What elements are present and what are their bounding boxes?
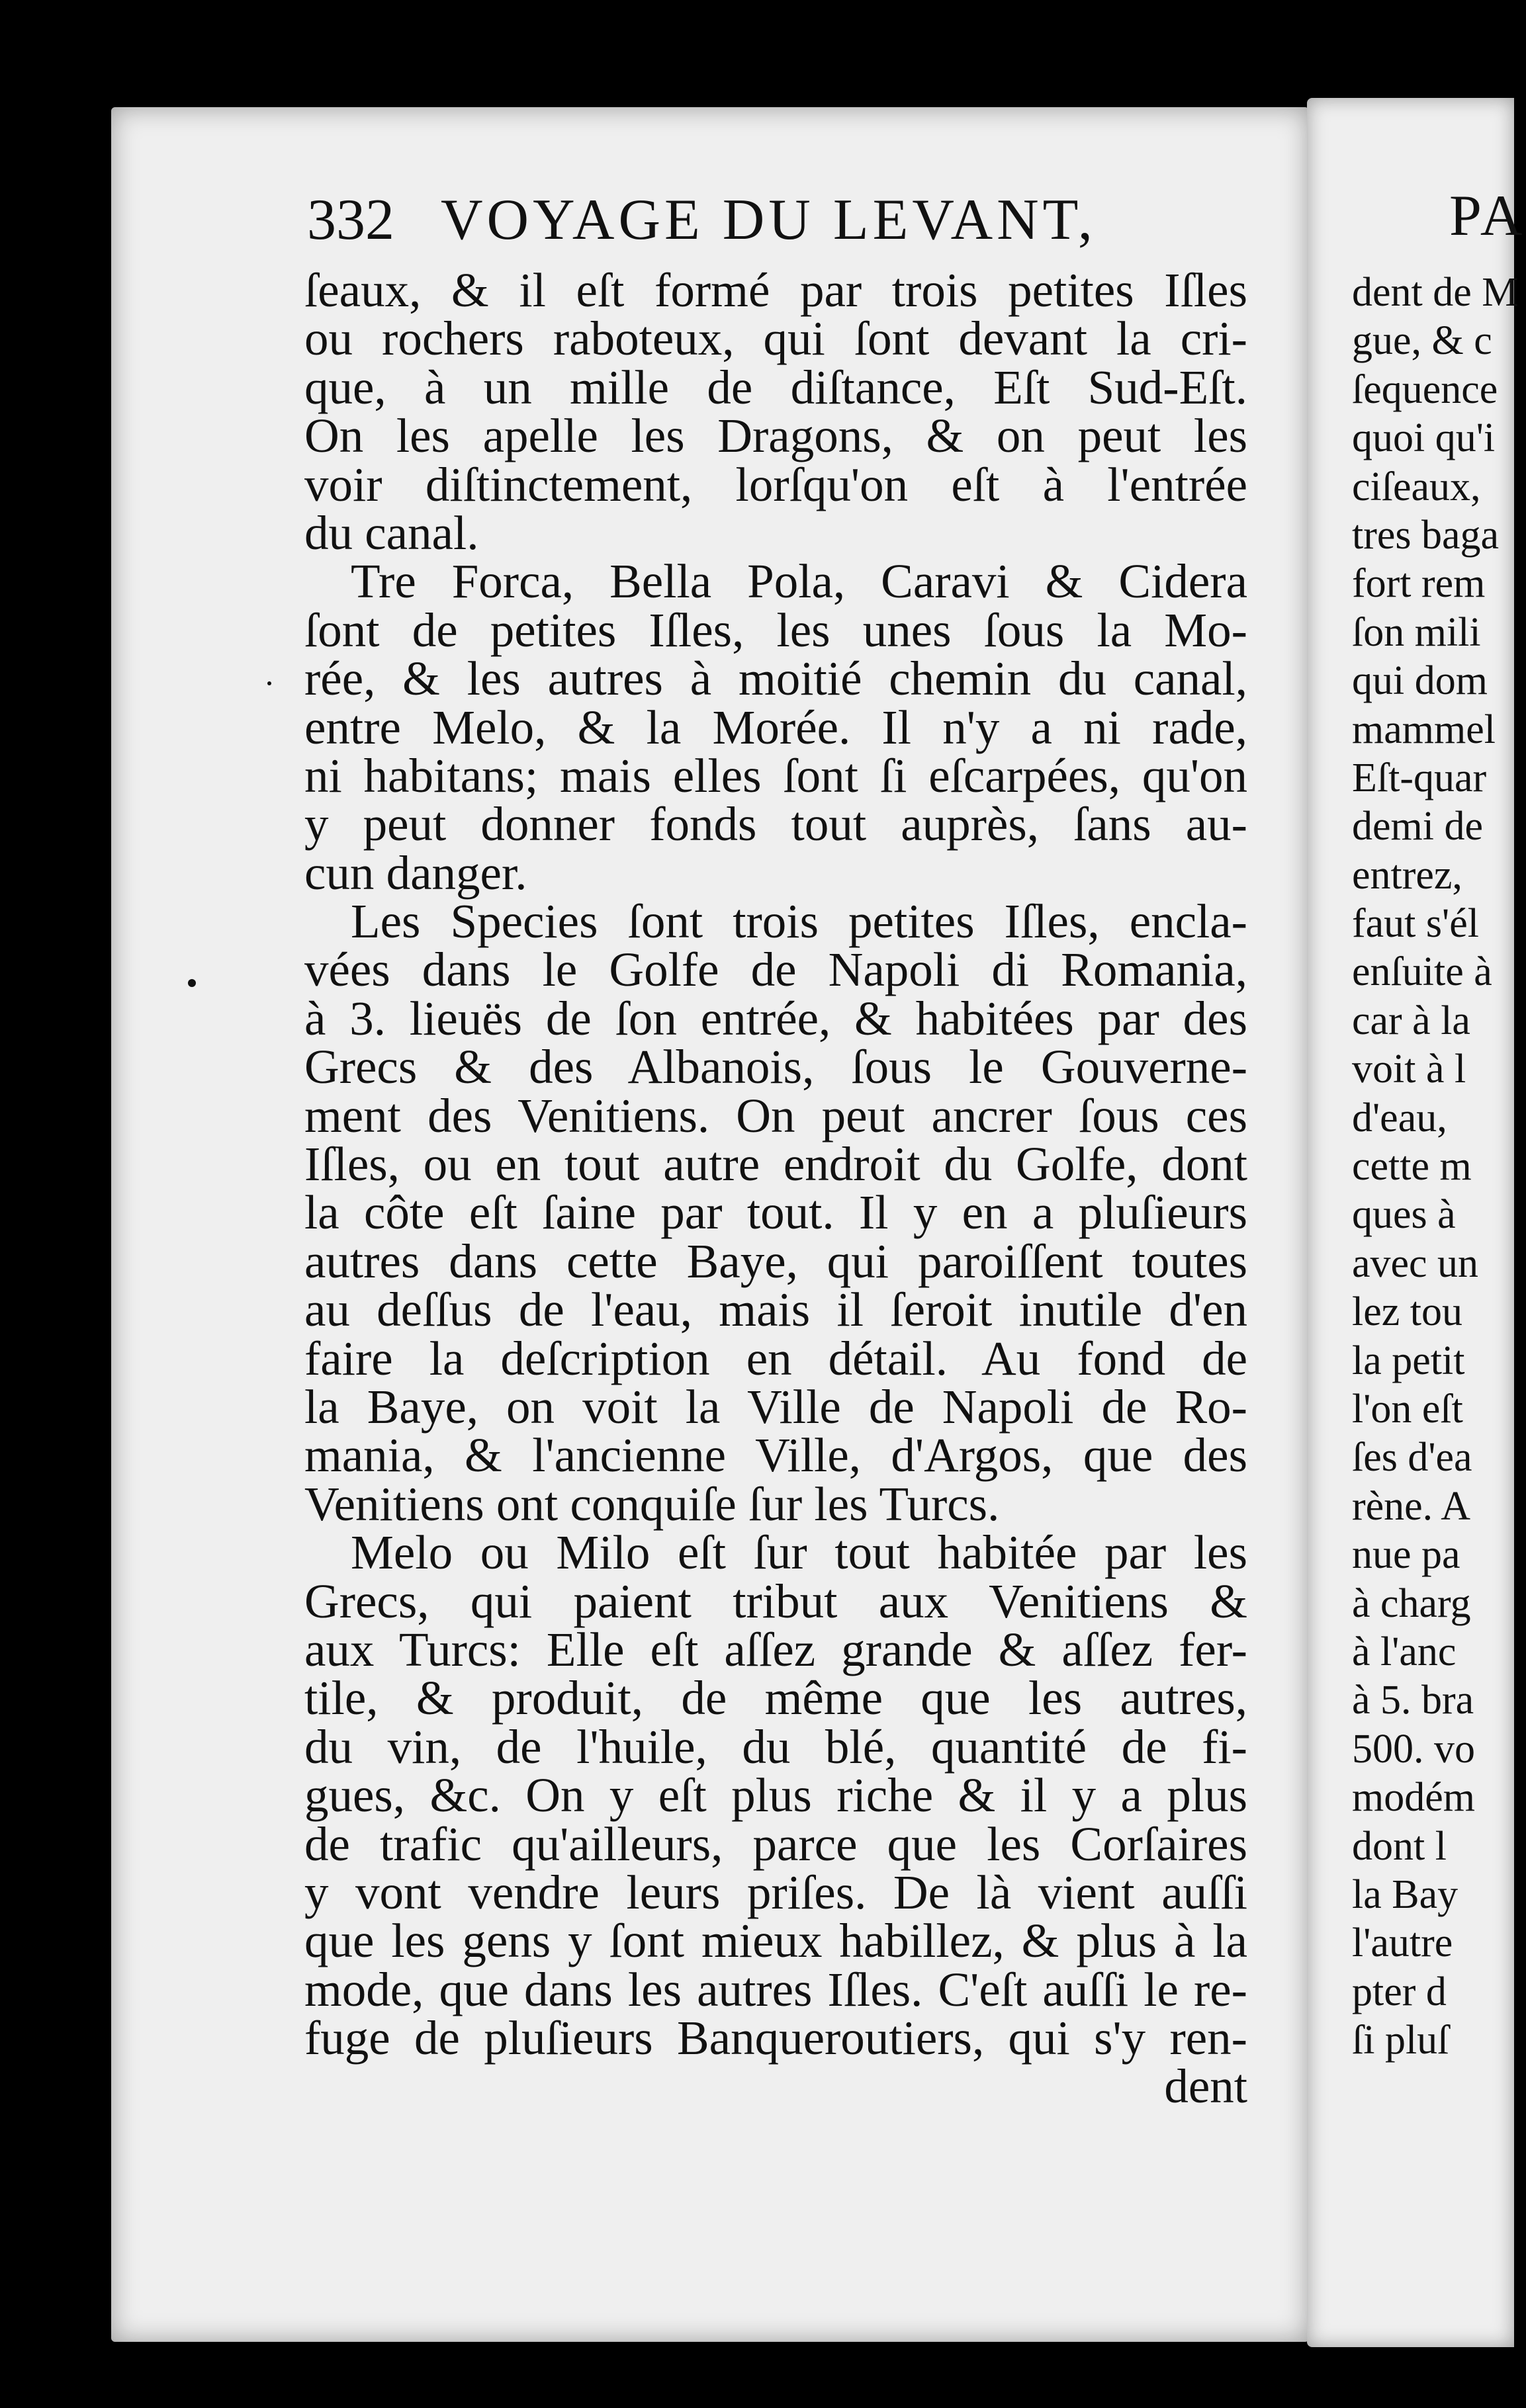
text-line: mania, & l'ancienne Ville, d'Argos, que des xyxy=(304,1428,1247,1483)
text-line: ques à xyxy=(1352,1192,1456,1238)
text-line: ni habitans; mais elles ſont ſi eſcarpées, qu'on xyxy=(304,748,1247,802)
text-line: rée, & les autres à moitié chemin du canal, xyxy=(304,652,1247,706)
text-line: la Bay xyxy=(1352,1871,1459,1917)
text-line: ou rochers raboteux, qui ſont devant la cri- xyxy=(304,312,1247,366)
text-line: autres dans cette Baye, qui paroiſſent toutes xyxy=(304,1234,1247,1288)
text-line: entrez, xyxy=(1352,852,1462,898)
text-line: On les apelle les Dragons, & on peut les xyxy=(304,409,1247,463)
text-line: ſi pluſ xyxy=(1352,2018,1449,2063)
text-line: mode, que dans les autres Iſles. C'eſt auſſi le re- xyxy=(304,1962,1247,2016)
right-running-header: PA xyxy=(1449,184,1526,248)
text-line: mammel xyxy=(1352,707,1496,752)
text-line: d'eau, xyxy=(1352,1095,1447,1140)
text-line: rène. A xyxy=(1352,1483,1471,1529)
text-line: ſont de petites Iſles, les unes ſous la Mo- xyxy=(304,603,1247,657)
text-line: vées dans le Golfe de Napoli di Romania, xyxy=(304,943,1247,997)
text-line: Iſles, ou en tout autre endroit du Golfe, dont xyxy=(304,1137,1247,1191)
text-line: Tre Forca, Bella Pola, Caravi & Cidera xyxy=(351,554,1247,609)
right-page-text xyxy=(1352,269,1518,2065)
text-line: à 5. bra xyxy=(1352,1678,1474,1723)
catchword: dent xyxy=(1164,2059,1247,2114)
text-line: ſeaux, & il eſt formé par trois petites Iſles xyxy=(304,263,1247,317)
text-line: aux Turcs: Elle eſt aſſez grande & aſſez fer- xyxy=(304,1622,1247,1676)
text-line: demi de xyxy=(1352,804,1483,849)
right-page xyxy=(1307,98,1526,2347)
text-line: du vin, de l'huile, du blé, quantité de fi- xyxy=(304,1719,1247,1774)
text-line: à l'anc xyxy=(1352,1629,1457,1674)
text-line: l'on eſt xyxy=(1352,1386,1463,1432)
text-line: pter d xyxy=(1352,1969,1447,2014)
page-text xyxy=(304,263,1247,2114)
text-line: modém xyxy=(1352,1775,1475,1821)
page-number: 332 xyxy=(307,188,394,252)
running-title: VOYAGE DU LEVANT, xyxy=(441,188,1097,252)
ink-speck xyxy=(267,681,271,685)
text-line: entre Melo, & la Morée. Il n'y a ni rade, xyxy=(304,700,1247,754)
text-line: la petit xyxy=(1352,1338,1465,1383)
text-line: tile, & produit, de même que les autres, xyxy=(304,1671,1247,1725)
text-line: avec un xyxy=(1352,1240,1479,1286)
text-line: Eſt-quar xyxy=(1352,755,1487,800)
text-line: ſes d'ea xyxy=(1352,1435,1472,1481)
text-line: ciſeaux, xyxy=(1352,464,1481,509)
text-line: à charg xyxy=(1352,1580,1471,1626)
text-line: voit à l xyxy=(1352,1047,1466,1092)
text-line: Grecs & des Albanois, ſous le Gouverne- xyxy=(304,1040,1247,1094)
text-line: y vont vendre leurs priſes. De là vient auſſi xyxy=(304,1865,1247,1919)
text-line: lez tou xyxy=(1352,1289,1462,1335)
text-line: 500. vo xyxy=(1352,1726,1475,1772)
text-line: Melo ou Milo eſt ſur tout habitée par les xyxy=(351,1526,1247,1580)
text-line: gue, & c xyxy=(1352,318,1492,364)
text-line: la côte eſt ſaine par tout. Il y en a pluſieurs xyxy=(304,1185,1247,1240)
text-line: de trafic qu'ailleurs, parce que les Corſaires xyxy=(304,1817,1247,1871)
text-line: cette m xyxy=(1352,1144,1472,1189)
text-line: car à la xyxy=(1352,998,1470,1043)
ink-speck xyxy=(188,979,196,987)
text-line: à 3. lieuës de ſon entrée, & habitées par des xyxy=(304,991,1247,1045)
text-line: quoi qu'i xyxy=(1352,415,1496,461)
left-page xyxy=(111,107,1309,2342)
text-line: du canal. xyxy=(304,505,479,560)
text-line: dent de M xyxy=(1352,270,1519,315)
text-line: Venitiens ont conquiſe ſur les Turcs. xyxy=(304,1477,1000,1531)
text-line: que les gens y ſont mieux habillez, & plus à la xyxy=(304,1914,1247,1968)
text-line: ſon mili xyxy=(1352,609,1481,655)
text-line: voir diſtinctement, lorſqu'on eſt à l'entrée xyxy=(304,457,1247,511)
text-line: ſequence xyxy=(1352,366,1498,412)
text-line: y peut donner fonds tout auprès, ſans au- xyxy=(304,797,1247,851)
text-line: qui dom xyxy=(1352,658,1488,704)
text-line: cun danger. xyxy=(304,845,527,900)
text-line: que, à un mille de diſtance, Eſt Sud-Eſt. xyxy=(304,360,1247,414)
text-line: Les Species ſont trois petites Iſles, encla- xyxy=(351,894,1247,949)
text-line: Grecs, qui paient tribut aux Venitiens & xyxy=(304,1574,1247,1628)
text-line: faire la deſcription en détail. Au fond de xyxy=(304,1331,1247,1385)
text-line: l'autre xyxy=(1352,1920,1453,1966)
text-line: la Baye, on voit la Ville de Napoli de Ro- xyxy=(304,1379,1247,1434)
text-line: fort rem xyxy=(1352,561,1486,607)
text-line: au deſſus de l'eau, mais il ſeroit inutile d'en xyxy=(304,1283,1247,1337)
text-line: ment des Venitiens. On peut ancrer ſous ces xyxy=(304,1088,1247,1142)
text-line: fuge de pluſieurs Banqueroutiers, qui s'y ren- xyxy=(304,2011,1247,2065)
text-line: tres baga xyxy=(1352,512,1500,558)
text-line: faut s'él xyxy=(1352,901,1479,947)
text-line: nue pa xyxy=(1352,1532,1460,1578)
text-line: dont l xyxy=(1352,1823,1447,1869)
text-line: enſuite à xyxy=(1352,949,1492,995)
text-line: gues, &c. On y eſt plus riche & il y a plus xyxy=(304,1768,1247,1823)
